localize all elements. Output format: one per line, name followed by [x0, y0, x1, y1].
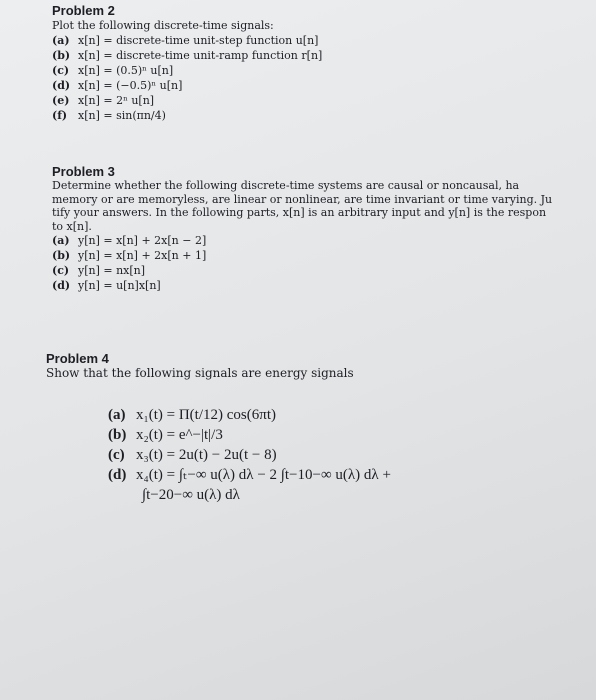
- item-text: x₂(t) = e^−|t|/3: [136, 427, 223, 443]
- paragraph-line: memory or are memoryless, are linear or nonlinear, are time invariant or time varying. Ju: [52, 192, 553, 206]
- item-text: y[n] = x[n] + 2x[n − 2]: [78, 234, 207, 247]
- item-label: (a): [108, 407, 126, 423]
- problem-2-item-d: [52, 78, 382, 93]
- item-text: x₃(t) = 2u(t) − 2u(t − 8): [136, 447, 277, 463]
- problem-4-item-c: [108, 445, 448, 465]
- item-label: (c): [52, 264, 70, 277]
- problem-4-title: Problem 4: [46, 351, 109, 366]
- item-text: x[n] = 2ⁿ u[n]: [78, 94, 155, 107]
- problem-2-item-a: [52, 33, 382, 48]
- problem-3-title: Problem 3: [52, 164, 115, 179]
- problem-3-paragraph: [52, 179, 572, 233]
- problem-4-item-b: [108, 425, 448, 445]
- item-label: (e): [52, 94, 70, 107]
- problem-2-item-e: [52, 93, 382, 108]
- problem-2-item-f: [52, 108, 382, 123]
- paragraph-line: tify your answers. In the following parts, x[n] is an arbitrary input and y[n] is the respon: [52, 206, 547, 219]
- problem-3-item-a: [52, 233, 572, 248]
- item-text: y[n] = x[n] + 2x[n + 1]: [78, 249, 207, 262]
- problem-4-item-a: [108, 405, 448, 425]
- problem-4: [46, 351, 406, 381]
- problem-4-items: [108, 405, 448, 505]
- item-label: (f): [52, 109, 68, 122]
- problem-3-item-b: [52, 248, 572, 263]
- problem-3-item-c: [52, 263, 572, 278]
- item-label: (d): [52, 79, 71, 92]
- item-text: x[n] = discrete-time unit-ramp function r[n]: [78, 49, 323, 62]
- item-label: (b): [52, 49, 71, 62]
- problem-2-intro: Plot the following discrete-time signals:: [52, 19, 274, 32]
- paragraph-line: Determine whether the following discrete-time systems are causal or noncausal, ha: [52, 179, 520, 192]
- item-label: (b): [108, 427, 127, 443]
- paragraph-line: to x[n].: [52, 219, 92, 233]
- item-text: x[n] = (0.5)ⁿ u[n]: [78, 64, 174, 77]
- item-label: (d): [108, 467, 127, 483]
- item-text: y[n] = u[n]x[n]: [78, 279, 161, 292]
- problem-2: [52, 3, 382, 123]
- item-text: x[n] = (−0.5)ⁿ u[n]: [78, 79, 183, 92]
- problem-3: [52, 164, 572, 293]
- item-text: y[n] = nx[n]: [78, 264, 146, 277]
- item-text: x[n] = sin(πn/4): [78, 109, 166, 122]
- problem-4-item-d: [108, 465, 448, 485]
- problem-2-title: Problem 2: [52, 3, 115, 18]
- item-label: (a): [52, 34, 70, 47]
- problem-2-item-c: [52, 63, 382, 78]
- item-label: (b): [52, 249, 71, 262]
- item-label: (c): [108, 447, 125, 463]
- item-text: x₄(t) = ∫ₜ−∞ u(λ) dλ − 2 ∫t−10−∞ u(λ) dλ +: [136, 467, 391, 483]
- problem-4-item-d-continuation: ∫t−20−∞ u(λ) dλ: [142, 487, 240, 503]
- item-label: (a): [52, 234, 70, 247]
- problem-3-item-d: [52, 278, 572, 293]
- problem-2-item-b: [52, 48, 382, 63]
- item-text: x[n] = discrete-time unit-step function u[n]: [78, 34, 319, 47]
- problem-4-intro: Show that the following signals are energy signals: [46, 366, 354, 380]
- item-text: x₁(t) = Π(t/12) cos(6πt): [136, 407, 276, 423]
- item-label: (d): [52, 279, 71, 292]
- item-label: (c): [52, 64, 70, 77]
